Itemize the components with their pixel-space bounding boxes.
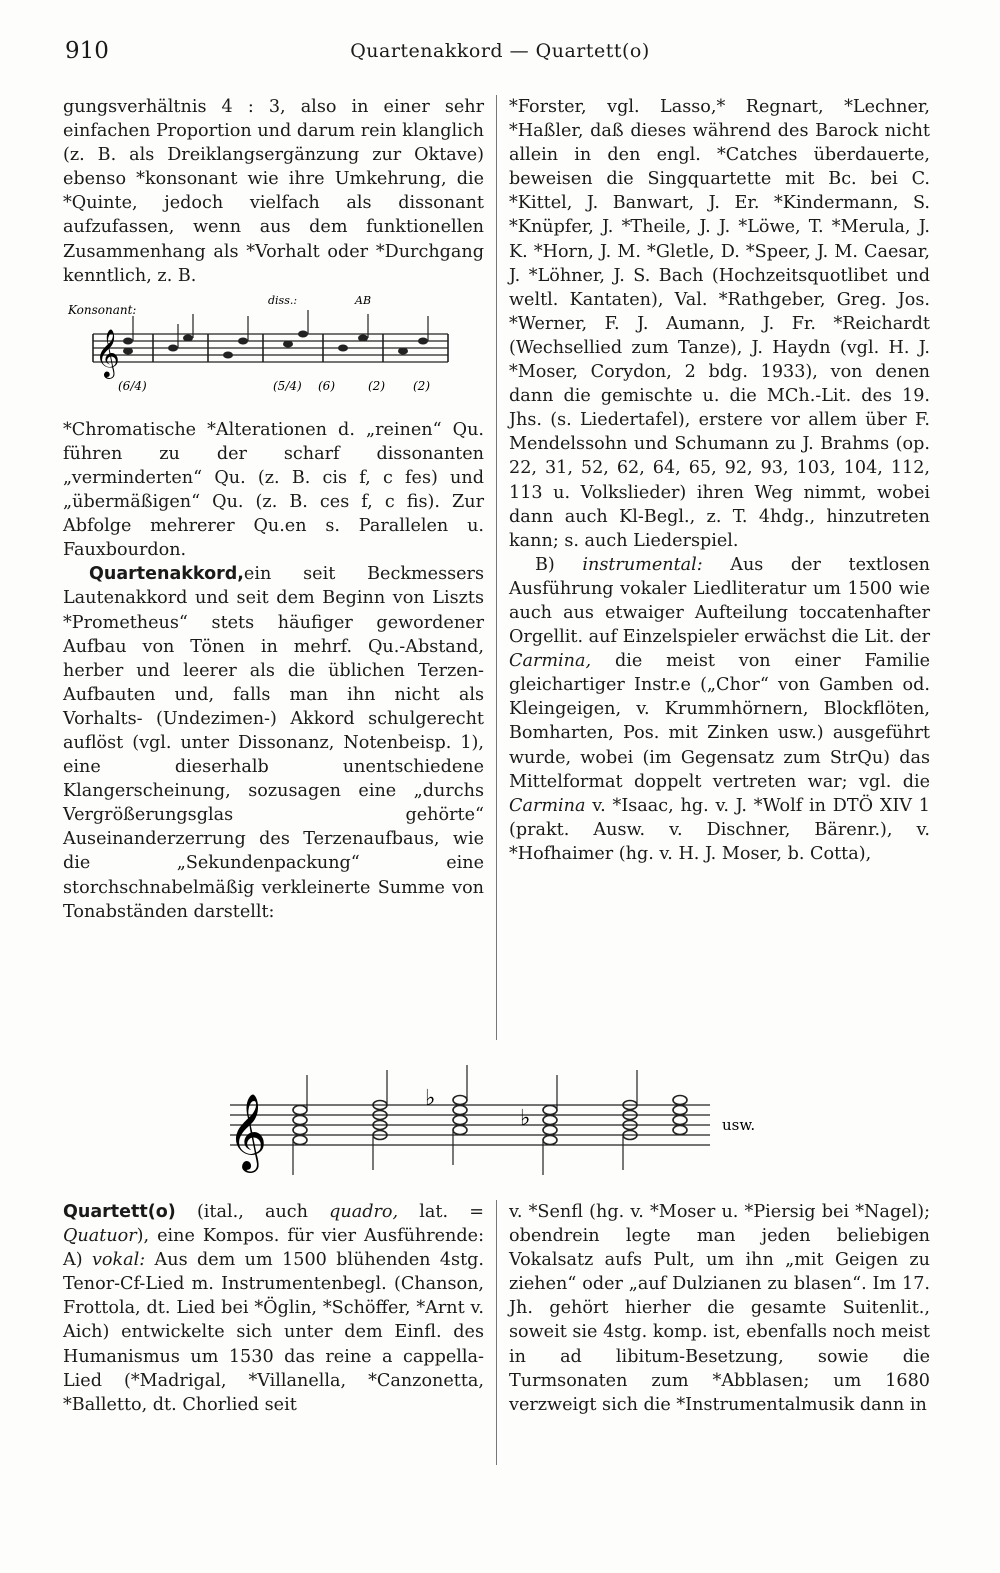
figure-1: (6/4) [118,378,147,393]
usw-label: usw. [722,1116,756,1134]
label-konsonant: Konsonant: [68,302,137,317]
headword-quartenakkord: Quartenakkord, [89,564,244,585]
paragraph-alterationen: *Chromatische *Alterationen d. „reinen“ Qu. führen zu der scharf dissonanten „verminderten“ Qu. (z. B. cis f, c fes) und „übermäßigen“ Qu. (z. B. ces f, c fis). Zur Abfolge mehrerer Qu.en s. Parallelen u. Fauxbourdon. [63,419,484,561]
term-carmina-1: Carmina, [509,651,592,672]
headword-quartett: Quartett(o) [63,1202,176,1222]
paragraph-quartett-continued: v. *Senfl (hg. v. *Moser u. *Piersig bei *Nagel); obendrein legte man jeden beliebigen Vokalsatz aufs Pult, um ihn „mit Geigen zu ziehen“ oder „auf Dulzianen zu blasen“. Im 17. Jh. gehört hierher die gesamte Suitenlit., soweit sie 4stg. komp. ist, ebenfalls noch meist in ad libitum-Besetzung, sowie die Turmsonaten zum *Abblasen; um 1680 verzweigt sich die *Instrumentalmusik dann in [509,1202,930,1415]
paragraph-quarte-continued: gungsverhältnis 4 : 3, also in einer sehr einfachen Proportion und darum rein klanglich (z. B. als Dreiklangsergänzung zur Oktave) ebenso *konsonant wie ihre Umkehrung, die *Quinte, jedoch vielfach als dissonant aufzufassen, wenn aus dem funktionellen Zusammenhang als *Vorhalt oder *Durchgang kenntlich, z. B. [63,97,484,286]
figured-bass [118,379,430,393]
music-example-2-svg [200,1050,800,1190]
term-vokal: vokal: [91,1250,146,1271]
running-title: Quartenakkord — Quartett(o) [350,40,650,62]
entry-quartett: Quartett(o) (ital., auch quadro, lat. = Quatuor), eine Kompos. für vier Ausführende: A) vokal: Aus dem um 1500 blühenden 4stg. Tenor-Cf-Lied m. Instrumentenbegl. (Chanson, Frottola, dt. Lied bei *Öglin, *Schöffer, *Arnt v. Aich) entwickelte sich unter dem Einfl. des Humanismus um 1530 das reine a cappella-Lied (*Madrigal, *Villanella, *Canzonetta, *Balletto, dt. Chorlied seit [63,1202,484,1415]
paragraph-vokal-continued: *Forster, vgl. Lasso,* Regnart, *Lechner, *Haßler, daß dieses während des Barock nicht allein in den engl. *Catches überdauerte, beweisen die Singquartette mit Bc. bei C. *Kittel, J. Banwart, J. Er. *Kindermann, S. *Knüpfer, J. *Theile, J. J. *Löwe, T. *Merula, J. K. *Horn, J. M. *Gletle, D. *Speer, J. M. Caesar, J. *Löhner, J. S. Bach (Hochzeitsquotlibet und weltl. Kantaten), Val. *Rathgeber, Greg. Jos. *Werner, F. J. Aumann, J. Fr. *Reichardt (Wechsellied zum Tanze), J. Haydn (vgl. H. J. *Moser, Corydon, 2 bdg. 1933), von denen dann die gemischte u. die MCh.-Lit. des 19. Jhs. (s. Liedertafel), erstere vor allem über F. Mendelssohn und Schumann zu J. Brahms (op. 22, 31, 52, 62, 64, 65, 92, 93, 103, 104, 112, 113 u. Volkslieder) ihren Weg nimmt, wobei dann auch Kl-Begl., z. T. 4hdg., hinzutreten kann; s. auch Liederspiel. [509,97,930,551]
term-quadro: quadro, [329,1202,399,1222]
flat-sign-1: ♭ [425,1086,436,1111]
music-example-quartenakkord [200,1050,800,1190]
column-rule-top [496,95,497,1040]
entry-quartenakkord [63,562,484,923]
term-carmina-2: Carmina [509,795,586,816]
paragraph-instrumental: B) instrumental: Aus der textlosen Ausführung vokaler Liedliteratur um 1500 wie auch aus etwaiger Aufteilung toccatenhafter Orgellit. auf Einzelspieler erwächst die Lit. der Carmina, die meist von einer Familie gleichartiger Instr.e („Chor“ von Gamben od. Kleingeigen, v. Krummhörnern, Blockflöten, Bomharten, Pos. mit Zinken usw.) ausgeführt wurde, wobei (im Gegensatz zum StrQu) das Mittelformat doppelt vertreten war; vgl. die Carmina v. *Isaac, hg. v. J. *Wolf in DTÖ XIV 1 (prakt. Ausw. v. Dischner, Bärenr.), v. *Hofhaimer (hg. v. H. J. Moser, b. Cotta), [509,554,930,864]
page-header [0,38,1000,68]
column-left-top [63,95,484,924]
music-example-1-svg [63,294,463,414]
term-instrumental: instrumental: [582,554,703,575]
label-diss: diss.: [268,293,298,307]
staff-lines [93,334,448,362]
column-left-bottom [63,1200,484,1417]
stems-2 [293,1065,637,1175]
figure-5: (2) [413,378,430,393]
chord-2 [373,1101,387,1140]
column-right-bottom [509,1200,930,1417]
column-rule-bottom [496,1200,497,1465]
music-example-consonant-dissonant [63,294,484,414]
quartenakkord-text: ein seit Beckmessers Lautenakkord und seit dem Beginn von Liszts *Prometheus“ stets häufiger gewordener Aufbau von Tönen in mehrf. Qu.-Abstand, herber und leerer als die üblichen Terzen-Aufbauten und, falls man ihn nicht als Vorhalts- (Undezimen-) Akkord schulgerecht auflöst (vgl. unter Dissonanz, Notenbeisp. 1), eine dieserhalb unentschiedene Klangerscheinung, sozusagen eine „durchs Vergrößerungsglas gehörte“ Auseinanderzerrung des Terzenaufbaus, wie die „Sekundenpackung“ eine storchschnabelmäßig verkleinerte Summe von Tonabständen darstellt: [63,564,484,922]
figure-2: (5/4) [273,378,302,393]
treble-clef: 𝄞 [95,327,120,377]
column-right-top [509,95,930,866]
page-number: 910 [65,38,109,64]
figure-3: (6) [318,378,335,393]
term-quatuor: Quatuor [63,1226,137,1247]
figure-4: (2) [368,378,385,393]
chord-5 [623,1101,637,1140]
label-ab: AB [355,293,372,307]
treble-clef-2: 𝄞 [228,1093,268,1170]
flat-sign-2: ♭ [520,1106,531,1131]
